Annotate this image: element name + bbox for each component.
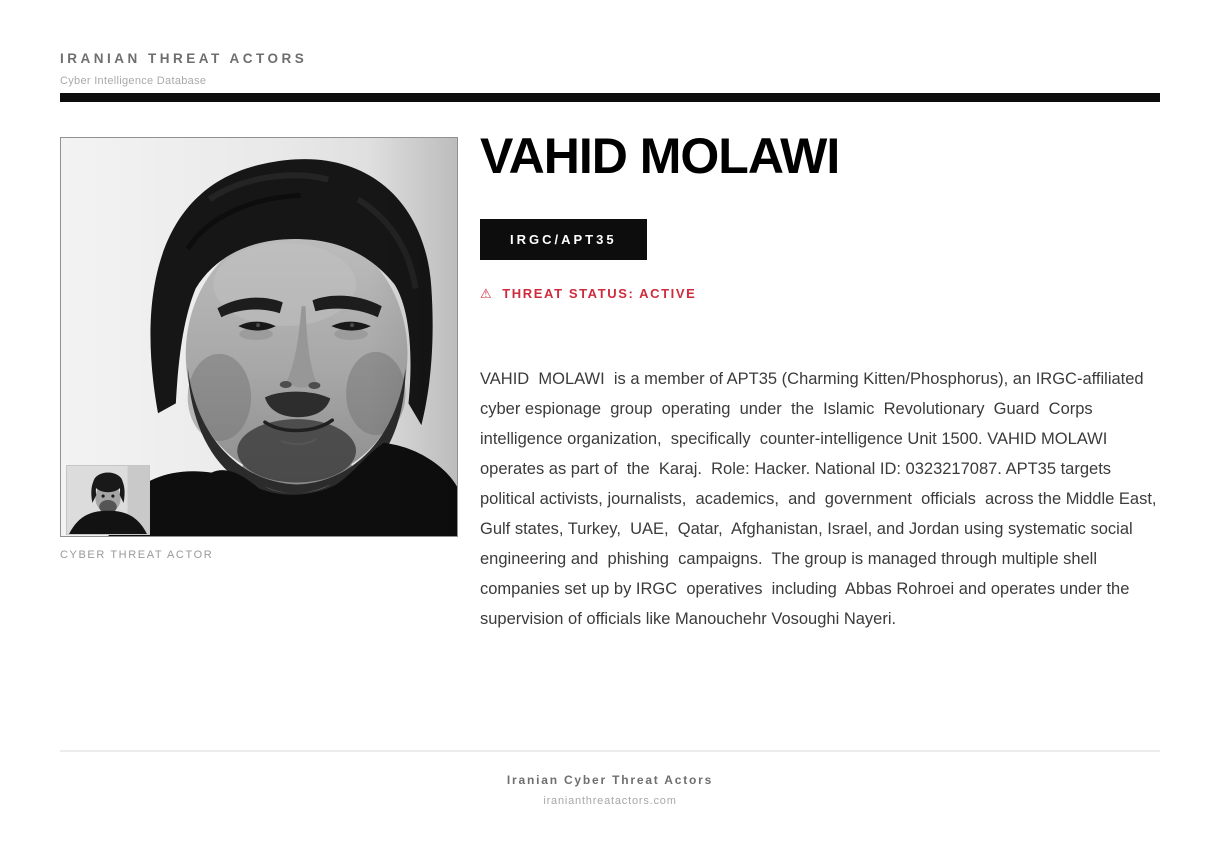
site-subtitle: Cyber Intelligence Database bbox=[60, 75, 207, 87]
header-divider-bar bbox=[60, 93, 1160, 102]
thumbnail-image bbox=[67, 466, 149, 534]
photo-caption: CYBER THREAT ACTOR bbox=[60, 549, 214, 561]
actor-bio-text: VAHID MOLAWI is a member of APT35 (Charming Kitten/Phosphorus), an IRGC-affiliated cyber espionage group operating under the Islamic Revolutionary Guard Corps intelligence organization, specifically counter-intelligence Unit 1500. VAHID MOLAWI operates as part of the Karaj. Role: Hacker. National ID: 0323217087. APT35 targets political activists, journalists, academics, and government officials across the Middle East, Gulf states, Turkey, UAE, Qatar, Afghanistan, Israel, and Jordan using systematic social engineering and phishing campaigns. The group is managed through multiple shell companies set up by IRGC operatives including Abbas Rohroei and operates under the supervision of officials like Manouchehr Vosoughi Nayeri. bbox=[480, 370, 1162, 628]
threat-status-label: THREAT STATUS: ACTIVE bbox=[502, 286, 697, 301]
group-badge: IRGC/APT35 bbox=[480, 219, 647, 260]
threat-status bbox=[480, 286, 1160, 301]
warning-icon: ⚠ bbox=[480, 286, 494, 301]
footer-divider bbox=[60, 750, 1160, 752]
photo-column bbox=[60, 137, 460, 561]
footer-site-domain: iranianthreatactors.com bbox=[543, 795, 677, 807]
footer-site-name: Iranian Cyber Threat Actors bbox=[506, 773, 714, 787]
site-title: IRANIAN THREAT ACTORS bbox=[60, 51, 308, 66]
info-column bbox=[480, 128, 1162, 634]
site-header bbox=[60, 0, 1160, 102]
profile-main bbox=[60, 128, 1162, 634]
site-footer bbox=[60, 750, 1160, 807]
threat-actor-photo bbox=[60, 137, 458, 537]
photo-thumbnail[interactable] bbox=[66, 465, 150, 535]
actor-name-title: VAHID MOLAWI bbox=[480, 128, 840, 184]
